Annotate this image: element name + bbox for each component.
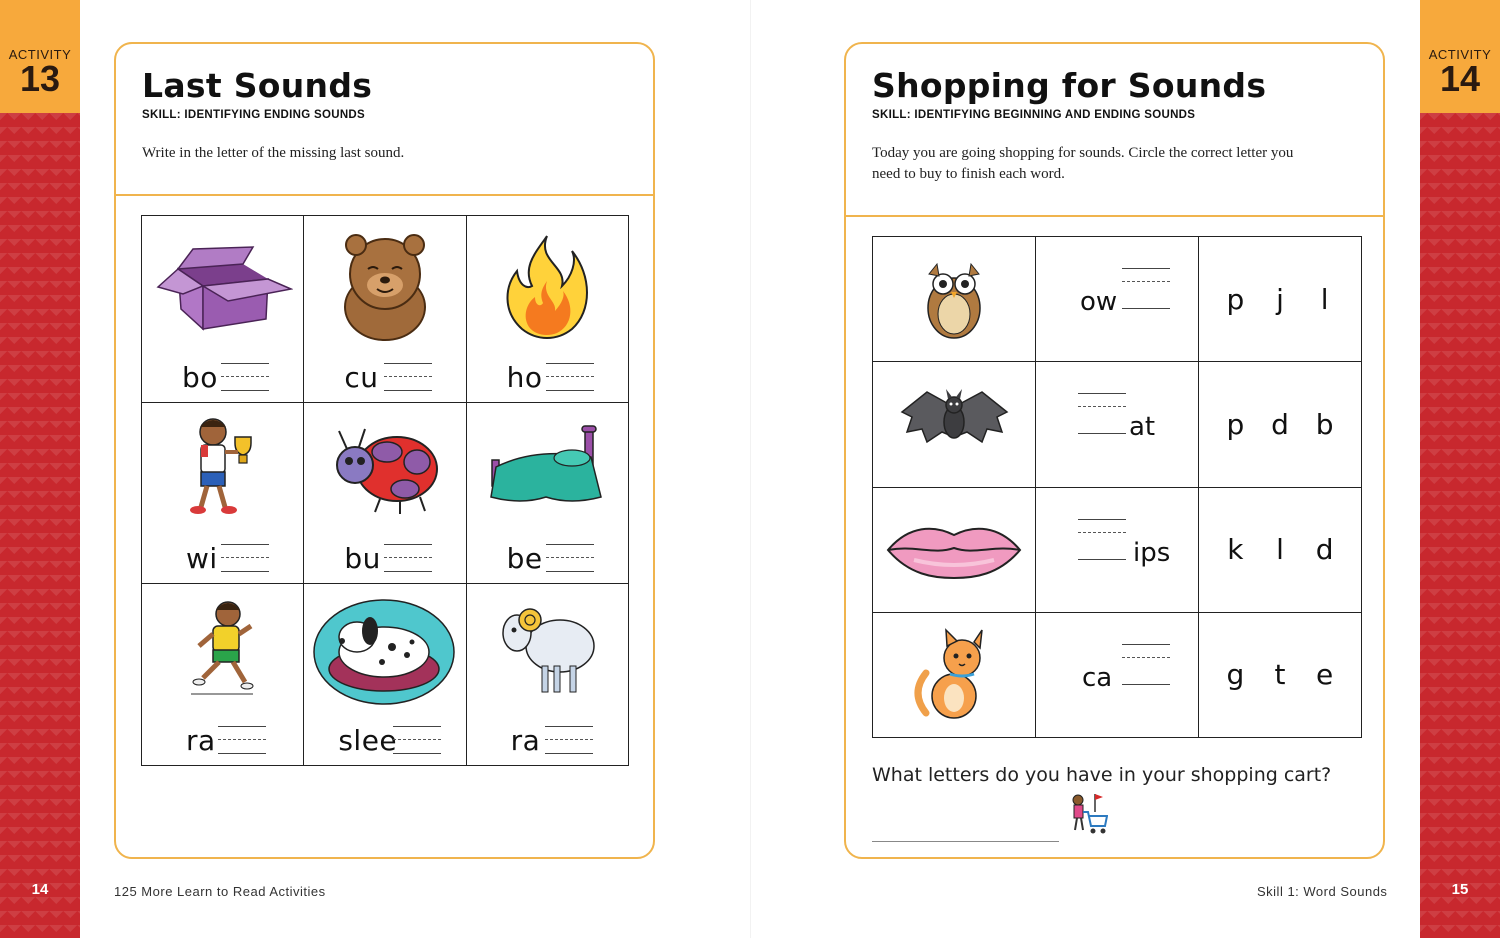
word-stem: wi	[186, 542, 218, 575]
grid-cell	[466, 216, 628, 403]
letter-choice[interactable]: d	[1315, 533, 1334, 567]
bug-picture	[304, 407, 465, 527]
letter-choices	[1199, 613, 1361, 737]
letter-choice[interactable]: g	[1226, 658, 1245, 692]
letter-choice[interactable]: j	[1276, 282, 1284, 316]
skill-footer: Skill 1: Word Sounds	[1257, 884, 1388, 899]
letter-choices-cell	[1199, 487, 1362, 612]
sleeping-dog-picture	[304, 592, 465, 712]
word-stem: bu	[344, 542, 381, 575]
letter-choices	[1199, 488, 1361, 612]
activity-number: 14	[1439, 58, 1481, 99]
blank-writing-line[interactable]	[1122, 644, 1170, 674]
blank-writing-line[interactable]	[218, 726, 266, 756]
blank-writing-line[interactable]	[1122, 268, 1170, 298]
grid-cell	[466, 584, 628, 766]
card-header	[116, 44, 653, 196]
grid-cell	[142, 403, 304, 584]
shopping-grid	[872, 236, 1362, 738]
instructions: Write in the letter of the missing last sound.	[142, 145, 405, 161]
answer-line[interactable]	[872, 841, 1059, 842]
word-cell	[1036, 487, 1199, 612]
instructions	[872, 143, 1293, 185]
grid-cell	[304, 584, 466, 766]
word-stem: ca	[1082, 662, 1113, 693]
activity-title: Last Sounds	[142, 66, 373, 105]
cat-picture	[873, 613, 1035, 738]
shopping-cart-question: What letters do you have in your shopping cart?	[872, 764, 1332, 786]
word-stem: ra	[186, 724, 216, 757]
activity-tab-left	[0, 0, 80, 113]
owl-picture	[873, 237, 1035, 362]
bear-cub-picture	[304, 226, 465, 346]
letter-choices	[1199, 237, 1361, 361]
fire-picture	[467, 226, 628, 346]
letter-choice[interactable]: b	[1315, 407, 1334, 441]
blank-writing-line[interactable]	[1078, 519, 1126, 549]
letter-choice[interactable]: l	[1276, 533, 1284, 567]
blank-writing-line[interactable]	[221, 363, 269, 393]
activity-title: Shopping for Sounds	[872, 66, 1267, 105]
letter-choice[interactable]: p	[1226, 407, 1245, 441]
activity-14-card	[844, 42, 1385, 859]
boy-with-trophy-picture	[142, 407, 303, 527]
blank-writing-line[interactable]	[1078, 393, 1126, 423]
word-stem: bo	[182, 361, 218, 394]
book-title-footer: 125 More Learn to Read Activities	[114, 884, 326, 899]
grid-cell	[142, 584, 304, 766]
blank-writing-line[interactable]	[546, 544, 594, 574]
page-gutter	[750, 0, 751, 938]
activity-13-card	[114, 42, 655, 859]
picture-cell	[873, 237, 1036, 362]
shopping-cart-icon	[1066, 792, 1108, 844]
word-stem: ips	[1133, 537, 1171, 568]
word-stem: ho	[506, 361, 543, 394]
running-boy-picture	[142, 588, 303, 708]
blank-writing-line[interactable]	[384, 363, 432, 393]
letter-choice[interactable]: t	[1274, 658, 1286, 692]
blank-writing-line[interactable]	[546, 363, 594, 393]
letter-choice[interactable]: l	[1320, 282, 1329, 316]
skill-label: SKILL: IDENTIFYING ENDING SOUNDS	[142, 109, 365, 121]
grid-cell	[466, 403, 628, 584]
picture-cell	[873, 362, 1036, 487]
box-picture	[142, 226, 303, 346]
activity-tab-right	[1420, 0, 1500, 113]
blank-writing-line[interactable]	[545, 726, 593, 756]
word-cell	[1036, 362, 1199, 487]
card-header	[846, 44, 1383, 217]
bed-picture	[467, 407, 628, 527]
activity-number: 13	[19, 58, 61, 99]
picture-cell	[873, 487, 1036, 612]
chevron-pattern	[1420, 113, 1500, 938]
grid-cell	[142, 216, 304, 403]
word-stem: cu	[344, 361, 379, 394]
blank-writing-line[interactable]	[384, 544, 432, 574]
last-sounds-grid	[141, 215, 629, 766]
instructions-line: need to buy to finish each word.	[872, 166, 1065, 182]
letter-choices-cell	[1199, 362, 1362, 487]
bat-picture	[873, 362, 1035, 487]
right-side-strip	[1420, 0, 1500, 938]
skill-label: SKILL: IDENTIFYING BEGINNING AND ENDING SOUNDS	[872, 109, 1196, 121]
letter-choice[interactable]: k	[1227, 533, 1244, 567]
blank-writing-line[interactable]	[221, 544, 269, 574]
activity-label: ACTIVITY	[8, 47, 72, 62]
letter-choices-cell	[1199, 237, 1362, 362]
word-stem: at	[1129, 412, 1156, 443]
ram-picture	[467, 588, 628, 708]
page-number-right: 15	[1451, 881, 1469, 898]
word-stem: slee	[338, 724, 398, 757]
word-stem: be	[506, 542, 543, 575]
grid-cell	[304, 216, 466, 403]
instructions-line: Today you are going shopping for sounds. Circle the correct letter you	[872, 145, 1294, 161]
letter-choice[interactable]: p	[1226, 282, 1245, 316]
grid-cell	[304, 403, 466, 584]
picture-cell	[873, 612, 1036, 737]
letter-choices-cell	[1199, 612, 1362, 737]
left-side-strip	[0, 0, 80, 938]
letter-choice[interactable]: e	[1316, 658, 1334, 692]
word-cell	[1036, 237, 1199, 362]
blank-writing-line[interactable]	[393, 726, 441, 756]
word-cell	[1036, 612, 1199, 737]
page-number-left: 14	[31, 881, 49, 898]
letter-choices	[1199, 362, 1361, 486]
word-stem: ra	[510, 724, 541, 757]
letter-choice[interactable]: d	[1271, 407, 1289, 441]
activity-label: ACTIVITY	[1428, 47, 1492, 62]
word-stem: ow	[1080, 287, 1118, 317]
lips-picture	[873, 488, 1035, 613]
chevron-pattern	[0, 113, 80, 938]
